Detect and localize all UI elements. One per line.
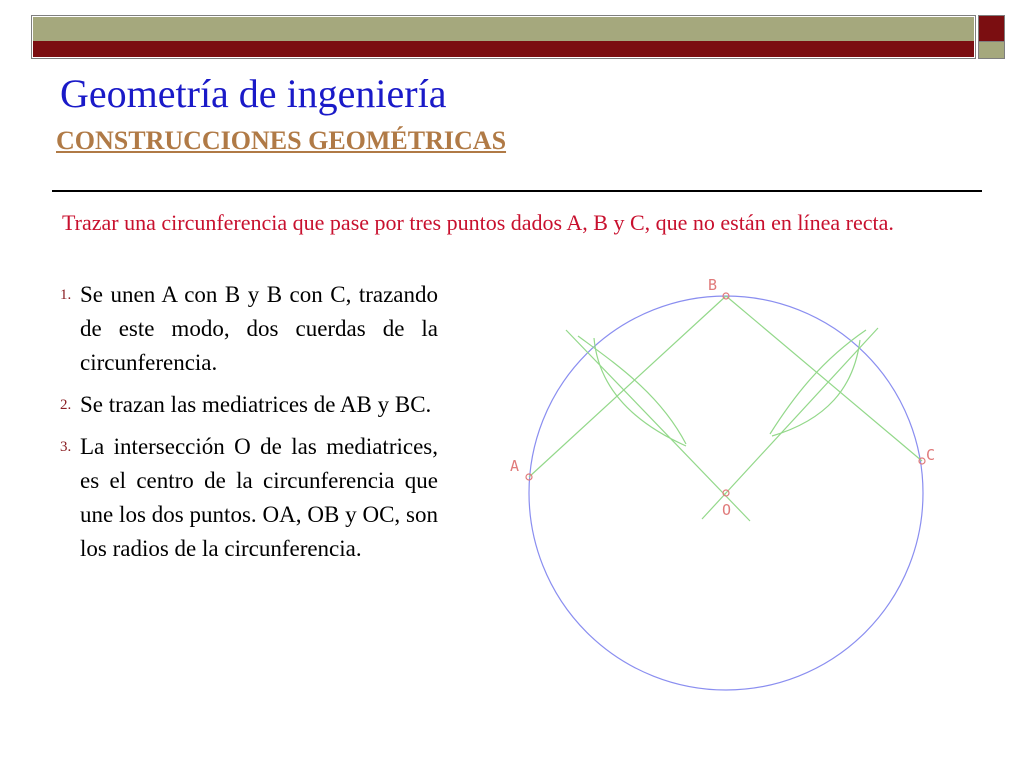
list-item <box>44 388 438 422</box>
arc-ab-2 <box>594 338 686 446</box>
label-a: A <box>510 457 520 475</box>
arc-ab-1 <box>578 336 686 444</box>
chord-ab <box>529 296 726 477</box>
slide-subtitle: CONSTRUCCIONES GEOMÉTRICAS <box>56 126 507 155</box>
steps-list <box>44 278 438 574</box>
list-item <box>44 278 438 380</box>
intro-text: Trazar una circunferencia que pase por tres puntos dados A, B y C, que no están en línea recta. <box>62 210 894 235</box>
header-square-maroon <box>978 15 1005 42</box>
label-b: B <box>708 276 718 294</box>
label-c: C <box>926 446 936 464</box>
step-text: La intersección O de las mediatrices, es el centro de la circunferencia que une los dos puntos. OA, OB y OC, son los radios de la circunferencia. <box>80 434 438 561</box>
header-bar-maroon <box>33 41 974 57</box>
circle-construction-figure <box>500 268 960 708</box>
step-number: 1. <box>60 287 72 303</box>
step-number: 3. <box>60 439 72 455</box>
chord-bc <box>726 296 922 461</box>
header-bar-olive <box>33 17 974 41</box>
slide-title: Geometría de ingeniería <box>60 71 447 116</box>
step-number: 2. <box>60 397 72 413</box>
header-square-olive <box>978 42 1005 59</box>
arc-bc-2 <box>772 340 860 436</box>
list-item <box>44 430 438 566</box>
step-text: Se trazan las mediatrices de AB y BC. <box>80 392 432 417</box>
step-text: Se unen A con B y B con C, trazando de este modo, dos cuerdas de la circunferencia. <box>80 282 438 375</box>
divider-line <box>52 190 982 192</box>
label-o: O <box>722 501 732 519</box>
